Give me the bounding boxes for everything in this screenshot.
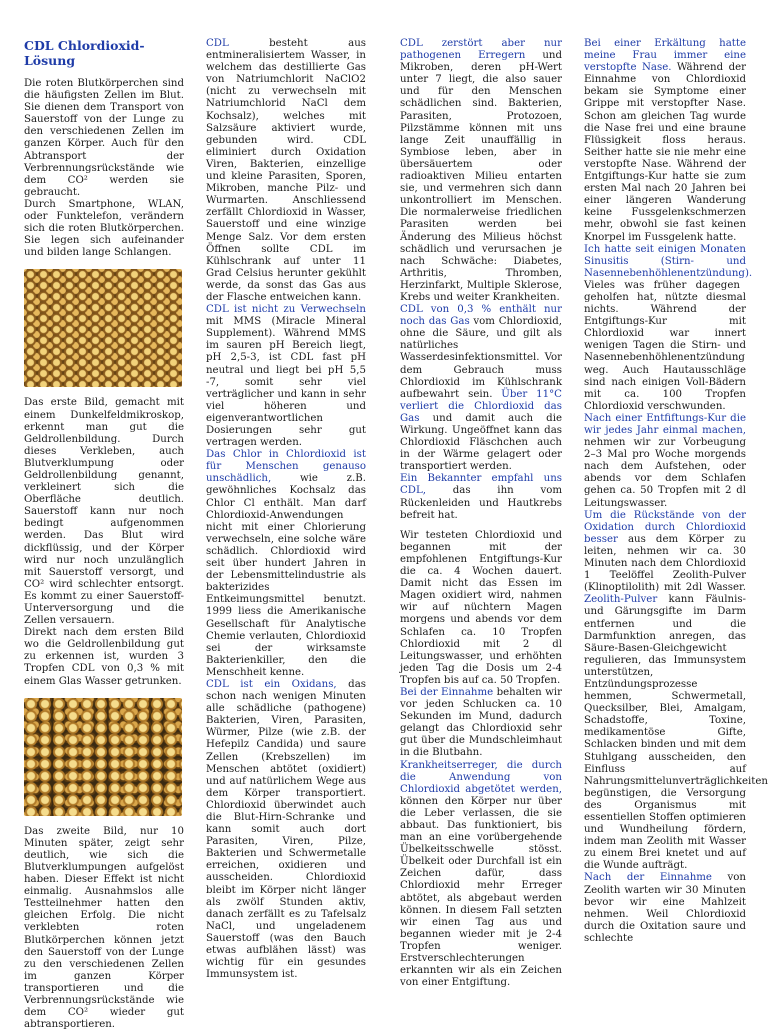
highlight: Ein Bekannter empfahl uns CDL, — [400, 473, 562, 497]
highlight: Ich hatte seit einigen Monaten Sinusitis (Stirn- und Nasennebenhöhlenentzündung). — [584, 243, 753, 279]
body-text: besteht aus entmineralisiertem Wasser, in welchem das destillierte Gas von Natriumchlorit NaClO2 (nicht zu verwechseln mit Natriumchlorid NaCl dem Kochsalz), welches mit Salzsäure aktiviert wurde, gebunden wird. CDL eliminiert durch Oxidation Viren, Bakterien, einzellige und kleine Parasiten, Sporen, Mikroben, manche Pilz- und Wurmarten. Anschliessend zerfällt Chlordioxid in Wasser, Sauerstoff und eine winzige Menge Salz. Vor dem ersten Öffnen sollte CDL im Kühlschrank auf unter 11 Grad Celsius herunter gekühlt werde, da sonst das Gas aus der Flasche entweichen kann. — [206, 38, 366, 303]
highlight: Über 11°C verliert die Chlordioxid das Gas — [400, 388, 562, 424]
body-text: wie z.B. gewöhnliches Kochsalz das Chlor Cl enthält. Man darf Chlordioxid-Anwendungen nicht mit einer Chlorierung verwechseln, eine solche wäre schädlich. Chlordioxid wird seit über hundert Jahren in der Lebensmittelindustrie als bakterizides Entkeimungsmittel benutzt. 1999 liess die Amerikanische Gesellschaft für Analytische Chemie verlauten, Chlordioxid sei der wirksamste Bakterienkiller, den die Menschheit kenne. — [206, 473, 366, 678]
highlight: Krankheitserreger, die durch die Anwendung von Chlordioxid abgetötet werden, — [400, 759, 562, 795]
paragraph — [584, 243, 753, 413]
paragraph — [400, 687, 562, 760]
body-text: das ihn vom Rückenleiden und Hautkrebs befreit hat. — [400, 485, 562, 521]
paragraph — [400, 38, 562, 304]
paragraph: Das erste Bild, gemacht mit einem Dunkelfeldmikroskop, erkennt man gut die Geldrollenbildung. Durch dieses Verkleben, auch Blutverklumpung oder Geldrollenbildung genannt, verkleinert sich die Oberfläche deutlich. Sauerstoff kann nur noch bedingt aufgenommen werden. Das Blut wird dickflüssig, und der Körper wird nur noch unzulänglich mit Sauerstoff versorgt, und CO² wird schlechter entsorgt. Es kommt zu einer Sauerstoff-Unterversorgung und die Zellen versauern. — [24, 397, 184, 627]
highlight: Bei einer Erkältung hatte meine Frau immer eine verstopfte Nase. — [584, 38, 746, 74]
paragraph — [584, 413, 746, 510]
paragraph — [206, 679, 366, 981]
body-text: können den Körper nur über die Leber verlassen, die sie abbaut. Das funktioniert, bis man an eine vorübergehende Übelkeitsschwelle stösst. Übelkeit oder Durchfall ist ein Zeichen dafür, dass Chlordioxid mehr Erreger abtötet, als abgebaut werden können. In diesem Fall setzten wir einen Tag aus und begannen wieder mit je 2-4 Tropfen weniger. Erstverschlechterungen erkannten wir als ein Zeichen von einer Entgiftung. — [400, 795, 562, 989]
column-2 — [206, 38, 366, 1018]
body-text: und Mikroben, deren pH-Wert unter 7 liegt, die also sauer und für den Menschen schädlichen sind. Bakterien, Parasiten, Protozoen, Pilzstämme können mit uns lange Zeit unauffällig in Symbiose leben, aber in übersäuertem oder radioaktiven Milieu entarten sie, und vermehren sich dann unkontrolliert im Menschen. Die normalerweise friedlichen Parasiten werden bei Änderung des Milieus höchst schädlich und verursachen je nach Schwäche: Diabetes, Arthritis, Thromben, Herzinfarkt, Multiple Sklerose, Krebs und weiter Krankheiten. — [400, 50, 562, 303]
paragraph — [206, 304, 366, 449]
highlight: Zeolith-Pulver — [584, 594, 658, 606]
paragraph: Direkt nach dem ersten Bild wo die Geldrollenbildung gut zu erkennen ist, wurden 3 Tropfen CDL von 0,3 % mit einem Glas Wasser getrunken. — [24, 627, 184, 687]
highlight: CDL ist nicht zu Verwechseln — [206, 304, 366, 316]
body-text: nehmen wir zur Vorbeugung 2–3 Mal pro Woche morgends nach dem Aufstehen, oder abends vor dem Schlafen gehen ca. 50 Tropfen mit 2 dl Leitungswasser. — [584, 437, 746, 509]
paragraph — [206, 38, 366, 304]
body-text: behalten wir vor jeden Schlucken ca. 10 Sekunden im Mund, dadurch gelangt das Chlordioxid sehr gut über die Mundschleimhaut in die Blutbahn. — [400, 686, 563, 759]
paragraph — [400, 304, 562, 473]
darkfield-microscope-photo-after — [24, 698, 182, 816]
highlight: Nach der Einnahme — [584, 872, 712, 884]
paragraph — [584, 872, 746, 945]
body-text: mit MMS (Miracle Mineral Supplement). Während MMS im sauren pH Bereich liegt, pH 2,5-3, ist CDL fast pH neutral und liegt bei pH 5,5 -7, somit sehr viel verträglicher und kann in sehr viel höheren und eigenverantwortlichen Dosierungen sehr gut vertragen werden. — [206, 316, 366, 449]
body-text: vom Chlordioxid, ohne die Säure, und gilt als natürliches Wasserdesinfektionsmittel. Vor dem Gebrauch muss Chlordioxid im Kühlschrank aufbewahrt sein. — [400, 316, 562, 400]
column-4 — [584, 38, 768, 1018]
paragraph — [400, 760, 562, 990]
body-text: kann Fäulnis- und Gärungsgifte im Darm entfernen und die Darmfunktion anregen, das Säure-Basen-Gleichgewicht regulieren, das Immunsystem unterstützen, Entzündungsprozesse hemmen, Schwermetall, Quecksilber, Blei, Amalgam, Schadstoffe, Toxine, medikamentöse Gifte, Schlacken binden und mit dem Stuhlgang ausscheiden, den Einfluss auf Nahrungsmittelunverträglichkeiten begünstigen, die Versorgung des Organismus mit essentiellen Stoffen optimieren und Wundheilung fördern, indem man Zeolith mit Wasser zu einem Brei knetet und auf die Wunde aufträgt. — [584, 594, 768, 872]
paragraph: Durch Smartphone, WLAN, oder Funktelefon, verändern sich die roten Blutkörperchen. Sie legen sich aufeinander und bilden lange Schlangen. — [24, 198, 184, 259]
paragraph — [206, 449, 366, 679]
highlight: CDL — [206, 38, 229, 49]
body-text: von Zeolith warten wir 30 Minuten bevor wir eine Mahlzeit nehmen. Weil Chlordioxid durch die Oxitation saure und schlechte — [584, 872, 746, 944]
highlight: CDL ist ein Oxidans, — [206, 678, 337, 690]
highlight: Das Chlor in Chlordioxid ist für Menschen genauso unschädlich, — [206, 449, 366, 485]
paragraph — [584, 38, 746, 244]
highlight: Nach einer Entfiftungs-Kur die wir jedes Jahr einmal machen, — [584, 412, 746, 436]
column-3 — [400, 38, 562, 1018]
body-text: das schon nach wenigen Minuten alle schädliche (pathogene) Bakterien, Viren, Parasiten, Würmer, Pilze (wie z.B. der Hefepilz Candida) und saure Zellen (Krebszellen) im Menschen abtötet (oxidiert) und auf natürlichem Wege aus dem Körper transportiert. Chlordioxid überwindet auch die Blut-Hirn-Schranke und kann somit auch dort Parasiten, Viren, Pilze, Bakterien und Schwermetalle erreichen, oxidieren und ausscheiden. Chlordioxid bleibt im Körper nicht länger als zwölf Stunden aktiv, danach zerfällt es zu Tafelsalz NaCl, und ungeladenem Sauerstoff (was den Bauch etwas aufblähen lässt) was wichtig für ein gesundes Immunsystem ist. — [206, 678, 367, 981]
body-text: und damit auch die Wirkung. Ungeöffnet kann das Chlordioxid Fläschchen auch in der Wärme gelagert oder transportiert werden. — [400, 412, 562, 473]
body-text: aus dem Körper zu leiten, nehmen wir ca. 30 Minuten nach dem Chlordioxid 1 Teelöffel Zeolith-Pulver (Klinoptilolith) mit 2dl Wasser. — [584, 533, 746, 594]
paragraph: Wir testeten Chlordioxid und begannen mit der empfohlenen Entgiftungs-Kur die ca. 4 Wochen dauert. Damit nicht das Essen im Magen oxidiert wird, nahmen wir auf nüchtern Magen morgens und abends vor dem Schlafen ca. 10 Tropfen Chlordioxid mit 2 dl Leitungswasser, und erhöhten jeden Tag die Dosis um 2-4 Tropfen bis auf ca. 50 Tropfen. — [400, 529, 562, 686]
paragraph: Das zweite Bild, nur 10 Minuten später, zeigt sehr deutlich, wie sich die Blutverklumpungen aufgelöst haben. Dieser Effekt ist nicht einmalig. Ausnahmslos alle Testteilnehmer hatten den gleichen Erfolg. Die nicht verklebten roten Blutkörperchen können jetzt den Sauerstoff von der Lunge zu den verschiedenen Zellen im ganzen Körper transportieren und die Verbrennungsrückstände wie dem CO² wieder gut abtransportieren. — [24, 825, 184, 1031]
highlight: CDL von 0,3 % enthält nur noch das Gas — [400, 304, 562, 328]
highlight: CDL zerstört aber nur pathogenen Erregern — [400, 38, 562, 62]
paragraph — [400, 473, 562, 521]
paragraph — [584, 509, 768, 873]
highlight: Bei der Einnahme — [400, 686, 494, 698]
highlight: Um die Rückstände von der Oxidation durch Chlordioxid besser — [584, 509, 746, 545]
paragraph: Die roten Blutkörperchen sind die häufigsten Zellen im Blut. Sie dienen dem Transport von Sauerstoff von der Lunge zu den verschiedenen Zellen im ganzen Körper. Auch für den Abtransport der Verbrennungsrückstände wie dem CO² werden sie gebraucht. — [24, 78, 184, 198]
body-text: Während der Einnahme von Chlordioxid bekam sie Symptome einer Grippe mit verstopfter Nase. Schon am gleichen Tag wurde die Nase frei und eine braune Flüssigkeit floss heraus. Seither hatte sie nie mehr eine verstopfte Nase. Während der Entgiftungs-Kur hatte sie zum ersten Mal nach 20 Jahren bei einer längeren Wanderung keine Fussgelenkschmerzen mehr, obwohl sie fast keinen Knorpel im Fussgelenk hatte. — [584, 62, 746, 243]
darkfield-microscope-photo-before — [24, 269, 182, 387]
article-title: CDL Chlordioxid-Lösung — [24, 38, 145, 68]
body-text: Vieles was früher dagegen geholfen hat, nützte diesmal nichts. Während der Entgiftungs-Kur mit Chlordioxid war innert wenigen Tagen die Stirn- und Nasennebenhöhlenentzündung weg. Auch Hautausschläge sind nach einigen Voll-Bädern mit ca. 100 Tropfen Chlordioxid verschwunden. — [584, 279, 746, 412]
column-1 — [24, 38, 184, 1031]
